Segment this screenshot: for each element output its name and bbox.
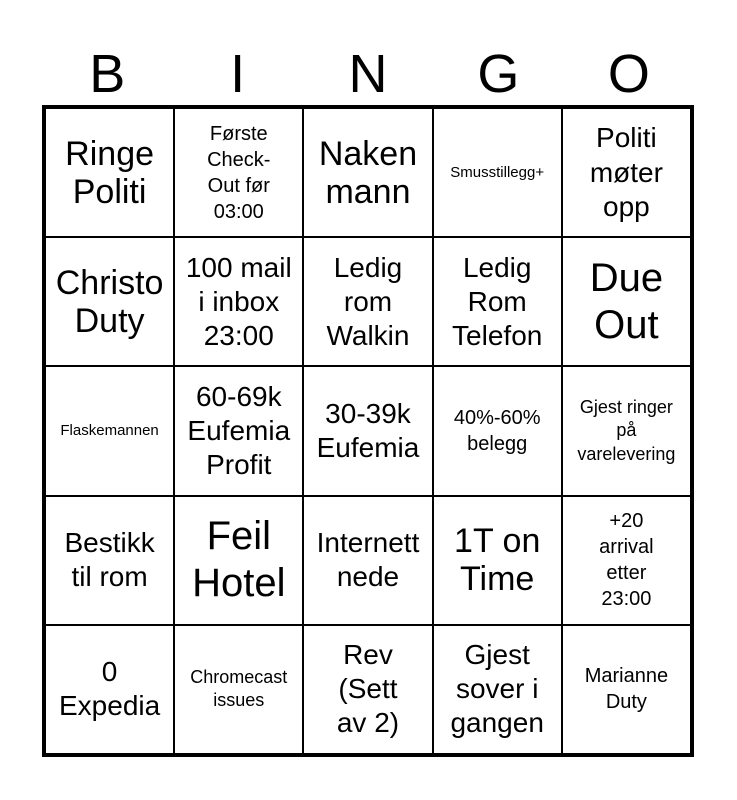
bingo-cell-text: Politi møter opp xyxy=(589,122,663,222)
bingo-cell[interactable] xyxy=(174,108,303,237)
bingo-cell-text: Flaskemannen xyxy=(60,422,159,440)
header-letter-o: O xyxy=(607,44,650,104)
bingo-cell[interactable] xyxy=(433,237,562,366)
bingo-cell-text: Bestikk til rom xyxy=(64,527,155,593)
bingo-cell[interactable] xyxy=(303,366,432,495)
bingo-cell[interactable] xyxy=(45,496,174,625)
bingo-cell-text: Naken mann xyxy=(318,134,418,211)
header-letter-b: B xyxy=(89,44,126,104)
bingo-cell[interactable] xyxy=(562,496,691,625)
bingo-cell[interactable] xyxy=(562,366,691,495)
bingo-cell[interactable] xyxy=(174,625,303,754)
bingo-cell[interactable] xyxy=(562,625,691,754)
bingo-cell-text: Marianne Duty xyxy=(584,665,669,714)
bingo-cell-text: 0 Expedia xyxy=(59,656,161,722)
bingo-cell[interactable] xyxy=(303,237,432,366)
bingo-cell-text: Due Out xyxy=(589,255,664,347)
bingo-cell-text: Christo Duty xyxy=(55,263,164,340)
header-letter-n: N xyxy=(348,44,388,104)
bingo-cell[interactable] xyxy=(174,366,303,495)
bingo-cell-text: Ledig rom Walkin xyxy=(326,251,410,351)
bingo-cell-text: Gjest ringer på varelevering xyxy=(577,396,676,464)
bingo-cell[interactable] xyxy=(562,237,691,366)
header-letter-g: G xyxy=(477,44,520,104)
bingo-board xyxy=(42,105,694,757)
bingo-cell[interactable] xyxy=(174,237,303,366)
bingo-cell-text: 60-69k Eufemia Profit xyxy=(187,380,291,481)
bingo-cell-text: Rev (Sett av 2) xyxy=(336,639,400,739)
bingo-cell[interactable] xyxy=(45,237,174,366)
bingo-header xyxy=(42,42,694,106)
bingo-cell-text: Gjest sover i gangen xyxy=(450,639,544,739)
bingo-cell[interactable] xyxy=(433,496,562,625)
bingo-cell[interactable] xyxy=(433,108,562,237)
bingo-cell[interactable] xyxy=(174,496,303,625)
bingo-cell-text: 1T on Time xyxy=(454,522,541,599)
bingo-cell[interactable] xyxy=(45,625,174,754)
bingo-cell-text: Feil Hotel xyxy=(192,514,286,606)
bingo-cell[interactable] xyxy=(45,366,174,495)
bingo-cell[interactable] xyxy=(303,108,432,237)
bingo-cell[interactable] xyxy=(303,496,432,625)
bingo-cell-text: Ledig Rom Telefon xyxy=(452,251,543,351)
bingo-cell-text: Smusstillegg+ xyxy=(450,164,545,182)
bingo-cell-text: +20 arrival etter 23:00 xyxy=(599,510,654,611)
bingo-cell-text: 30-39k Eufemia xyxy=(316,397,420,463)
bingo-cell[interactable] xyxy=(45,108,174,237)
bingo-cell[interactable] xyxy=(433,366,562,495)
bingo-cell-text: Chromecast issues xyxy=(190,667,288,711)
bingo-cell-text: Første Check- Out før 03:00 xyxy=(207,122,271,223)
bingo-cell[interactable] xyxy=(562,108,691,237)
bingo-cell-text: 40%-60% belegg xyxy=(453,406,541,455)
bingo-cell-text: Internett nede xyxy=(316,527,420,593)
bingo-cell[interactable] xyxy=(303,625,432,754)
bingo-cell-text: Ringe Politi xyxy=(65,134,155,211)
bingo-cell-text: 100 mail i inbox 23:00 xyxy=(185,251,292,351)
header-letter-i: I xyxy=(230,44,246,104)
bingo-cell[interactable] xyxy=(433,625,562,754)
